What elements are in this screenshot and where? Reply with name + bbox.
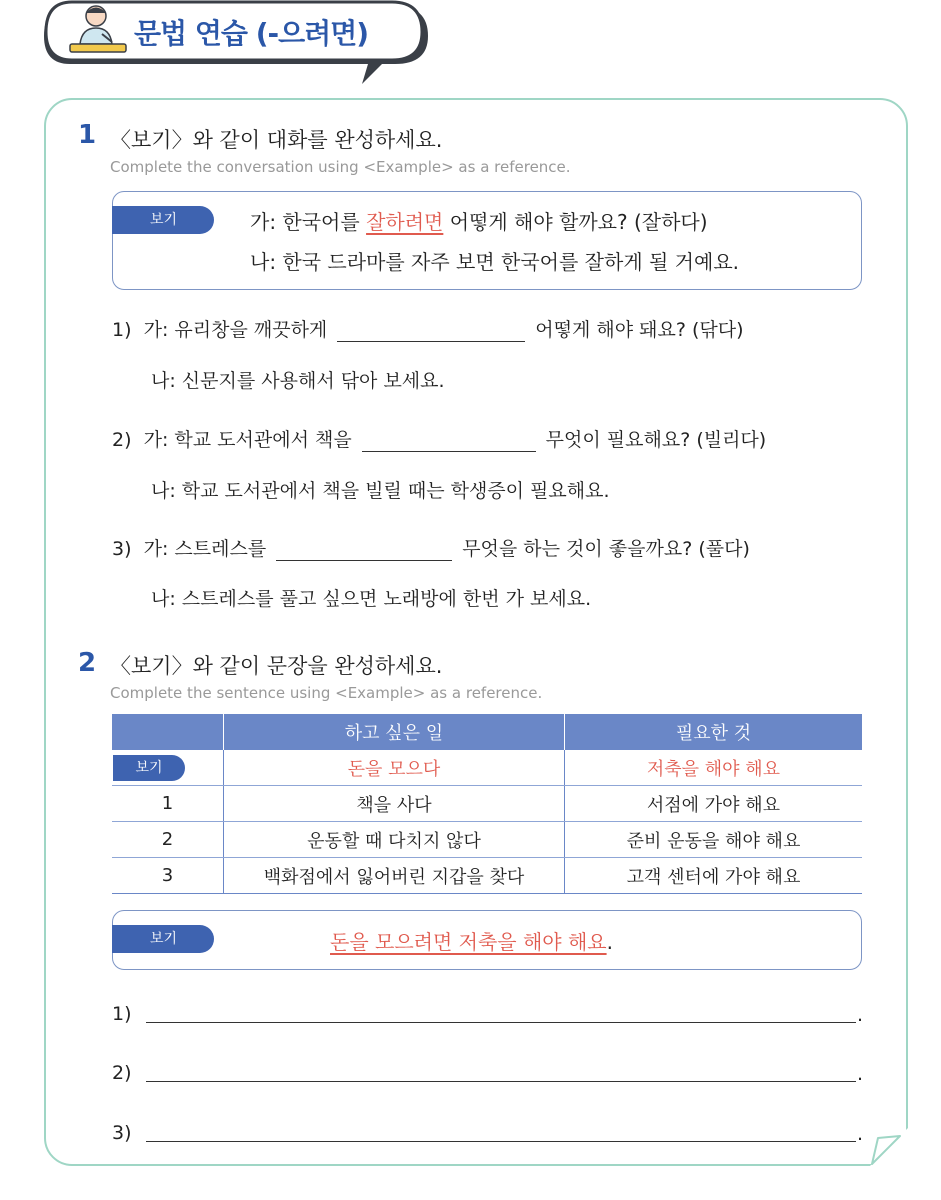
- section-1-number: 1: [78, 120, 97, 150]
- example-badge: 보기: [112, 925, 214, 953]
- example-sentence: [330, 926, 613, 955]
- question-prompt: 가: 유리창을 깨끗하게: [143, 319, 328, 341]
- question-prompt: 가: 학교 도서관에서 책을: [143, 429, 352, 451]
- table-cell-want: 운동할 때 다치지 않다: [224, 822, 565, 858]
- table-header-row: [112, 714, 862, 750]
- answer-line-1[interactable]: [146, 1021, 856, 1023]
- answer-1: 나: 신문지를 사용해서 닦아 보세요.: [151, 370, 445, 392]
- question-1: [112, 315, 744, 342]
- question-number: 3): [112, 538, 132, 560]
- answer-3: 나: 스트레스를 풀고 싶으면 노래방에 한번 가 보세요.: [151, 588, 592, 610]
- answer-2: 나: 학교 도서관에서 책을 빌릴 때는 학생증이 필요해요.: [151, 480, 610, 502]
- answer-blank[interactable]: [362, 431, 536, 452]
- question-number: 2): [112, 429, 132, 451]
- table-row: [112, 858, 862, 894]
- question-tail: 무엇을 하는 것이 좋을까요? (풀다): [462, 538, 750, 560]
- table-cell-want: 백화점에서 잃어버린 지갑을 찾다: [224, 858, 565, 894]
- table-row: [112, 822, 862, 858]
- answer-line-2-period: .: [857, 1063, 864, 1085]
- section-2-subtitle: Complete the sentence using <Example> as a reference.: [110, 684, 543, 702]
- answer-blank[interactable]: [276, 540, 452, 561]
- answer-line-3-period: .: [857, 1123, 864, 1145]
- answer-line-3-number: 3): [112, 1122, 132, 1144]
- table-cell-num: 3: [112, 858, 224, 894]
- section-1-subtitle: Complete the conversation using <Example> as a reference.: [110, 158, 571, 176]
- table-cell-need: 고객 센터에 가야 해요: [565, 858, 863, 894]
- table-cell-need: 서점에 가야 해요: [565, 786, 863, 822]
- example-sentence-text: 돈을 모으려면 저축을 해야 해요: [330, 930, 607, 954]
- example-line-1-prefix: 가: 한국어를: [250, 210, 367, 234]
- question-2: [112, 425, 766, 452]
- answer-line-2-number: 2): [112, 1062, 132, 1084]
- example-badge: 보기: [113, 755, 185, 781]
- question-tail: 무엇이 필요해요? (빌리다): [545, 429, 767, 451]
- answer-line-1-period: .: [857, 1004, 864, 1026]
- answer-line-1-number: 1): [112, 1003, 132, 1025]
- table-header-want: 하고 싶은 일: [224, 714, 565, 750]
- question-prompt: 가: 스트레스를: [143, 538, 267, 560]
- table-header-blank: [112, 714, 224, 750]
- table-cell-num: 2: [112, 822, 224, 858]
- table-row-example: [112, 750, 862, 786]
- question-number: 1): [112, 319, 132, 341]
- table-cell-num: 1: [112, 786, 224, 822]
- reference-table: [112, 714, 862, 894]
- answer-blank[interactable]: [337, 321, 525, 342]
- section-1-title: 〈보기〉와 같이 대화를 완성하세요.: [110, 128, 443, 152]
- table-cell-want: 책을 사다: [224, 786, 565, 822]
- example-period: .: [606, 930, 613, 954]
- question-3: [112, 534, 750, 561]
- section-2-title: 〈보기〉와 같이 문장을 완성하세요.: [110, 654, 443, 678]
- example-badge: 보기: [112, 206, 214, 234]
- table-cell-need: 준비 운동을 해야 해요: [565, 822, 863, 858]
- example-highlight: 잘하려면: [366, 210, 444, 234]
- page-fold-corner: [870, 1128, 910, 1168]
- question-tail: 어떻게 해야 돼요? (닦다): [535, 319, 744, 341]
- table-cell-need: 저축을 해야 해요: [565, 750, 863, 786]
- answer-line-3[interactable]: [146, 1140, 856, 1142]
- answer-line-2[interactable]: [146, 1080, 856, 1082]
- table-cell-want: 돈을 모으다: [224, 750, 565, 786]
- table-row: [112, 786, 862, 822]
- page-title: 문법 연습 (-으려면): [134, 17, 369, 50]
- example-line-1: [250, 206, 708, 235]
- section-2-number: 2: [78, 648, 97, 678]
- table-header-need: 필요한 것: [565, 714, 863, 750]
- example-line-2: 나: 한국 드라마를 자주 보면 한국어를 잘하게 될 거예요.: [250, 250, 739, 274]
- example-line-1-suffix: 어떻게 해야 할까요? (잘하다): [443, 210, 708, 234]
